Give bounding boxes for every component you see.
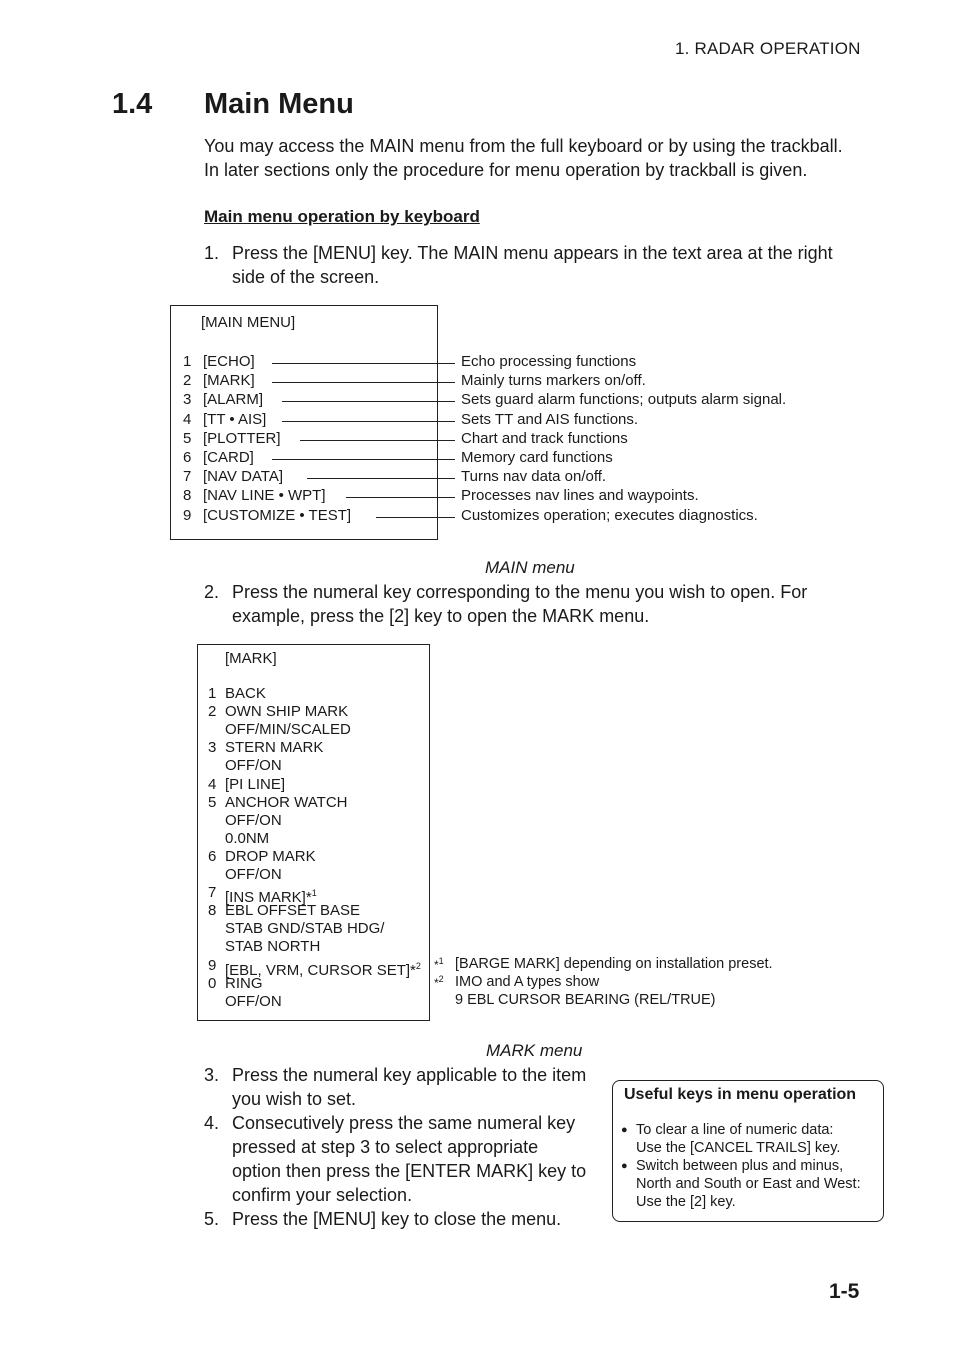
mark-menu-item-number: 7: [208, 884, 217, 902]
main-menu-item-description: Turns nav data on/off.: [461, 468, 607, 486]
mark-menu-item: [225, 902, 360, 920]
leader-line: [272, 459, 455, 460]
footnote-ref: 1: [311, 888, 317, 899]
mark-menu-item: [225, 830, 269, 848]
leader-line: [272, 382, 455, 383]
mark-menu-item-text: OFF/ON: [225, 811, 282, 829]
step-text: option then press the [ENTER MARK] key to: [232, 1161, 587, 1181]
useful-keys-text: North and South or East and West:: [636, 1176, 861, 1192]
mark-menu-item: [225, 812, 282, 830]
footnote-number: 1: [438, 956, 444, 966]
step-text: confirm your selection.: [232, 1185, 413, 1205]
leader-line: [376, 517, 455, 518]
mark-menu-item: [225, 975, 263, 993]
footnote-marker: [434, 956, 444, 972]
mark-menu-item-number: 2: [208, 703, 217, 721]
main-menu-item-label: [TT • AIS]: [203, 410, 267, 428]
mark-menu-item-number: 1: [208, 685, 217, 702]
subheading: Main menu operation by keyboard: [204, 207, 480, 226]
step-number: 5.: [204, 1209, 220, 1229]
mark-menu-item: [225, 703, 348, 721]
mark-menu-item-number: 4: [208, 775, 217, 793]
footnote-text: 9 EBL CURSOR BEARING (REL/TRUE): [455, 992, 716, 1009]
step-text: Press the numeral key corresponding to the menu you wish to open. For: [232, 582, 808, 602]
main-menu-item-description: Customizes operation; executes diagnostics.: [461, 506, 758, 524]
page-title: Main Menu: [204, 88, 354, 120]
mark-menu-item: [225, 721, 351, 739]
mark-menu-item-number: 6: [208, 847, 217, 865]
main-menu-item-label: [NAV DATA]: [203, 468, 284, 486]
mark-menu-item-text: [EBL, VRM, CURSOR SET]*: [225, 961, 416, 979]
step-text: Consecutively press the same numeral key: [232, 1113, 576, 1133]
step-text: Press the [MENU] key to close the menu.: [232, 1209, 562, 1229]
footnote-star: *: [434, 958, 439, 972]
mark-menu-item-text: ANCHOR WATCH: [225, 793, 348, 811]
mark-menu-item-text: OFF/ON: [225, 757, 282, 775]
mark-menu-item-number: 9: [208, 956, 217, 974]
main-menu-item-description: Chart and track functions: [461, 429, 628, 447]
main-menu-item-description: Mainly turns markers on/off.: [461, 372, 646, 390]
main-menu-item-number: 8: [183, 487, 192, 505]
main-menu-item-number: 4: [183, 410, 192, 428]
main-menu-item-description: Echo processing functions: [461, 353, 637, 370]
step-text: Press the [MENU] key. The MAIN menu appears in the text area at the right: [232, 243, 833, 263]
useful-keys-title: Useful keys in menu operation: [624, 1086, 857, 1103]
step-text: side of the screen.: [232, 267, 380, 287]
mark-menu-item-text: [PI LINE]: [225, 775, 286, 793]
main-menu-item-description: Memory card functions: [461, 449, 613, 466]
mark-menu-item-text: EBL OFFSET BASE: [225, 902, 361, 920]
main-menu-item-number: 1: [183, 353, 192, 370]
useful-keys-text: To clear a line of numeric data:: [636, 1122, 834, 1138]
bullet-icon: ●: [621, 1160, 628, 1172]
main-menu-item-label: [PLOTTER]: [203, 429, 281, 447]
mark-menu-item-number: 5: [208, 793, 217, 811]
leader-line: [272, 363, 455, 364]
step-text: Press the numeral key applicable to the item: [232, 1065, 587, 1085]
step-text: pressed at step 3 to select appropriate: [232, 1137, 539, 1157]
chapter-header: 1. RADAR OPERATION: [675, 39, 861, 58]
leader-line: [282, 421, 455, 422]
main-menu-caption: MAIN menu: [485, 558, 575, 577]
mark-menu-item: [225, 794, 348, 812]
main-menu-item-number: 7: [183, 468, 192, 486]
mark-menu-item-text: OFF/ON: [225, 992, 282, 1010]
mark-menu-item: [225, 866, 282, 884]
main-menu-item-label: [CUSTOMIZE • TEST]: [203, 506, 352, 524]
mark-menu-item: [225, 848, 316, 866]
step-number: 2.: [204, 582, 220, 602]
main-menu-item-number: 3: [183, 391, 192, 409]
main-menu-item-number: 5: [183, 429, 192, 447]
mark-menu-item: [225, 776, 285, 794]
mark-menu-item-text: BACK: [225, 685, 266, 702]
mark-menu-item: [225, 938, 320, 956]
mark-menu-item: [225, 920, 384, 938]
footnote-number: 2: [438, 974, 444, 985]
mark-menu-item: [225, 685, 266, 703]
section-number: 1.4: [112, 88, 153, 120]
main-menu-item-label: [ALARM]: [203, 391, 264, 409]
mark-menu-item-text: DROP MARK: [225, 847, 316, 865]
leader-line: [282, 401, 455, 402]
step-number: 4.: [204, 1113, 220, 1133]
step-text: example, press the [2] key to open the MARK menu.: [232, 606, 650, 626]
mark-menu-item-text: STERN MARK: [225, 739, 324, 757]
main-menu-item-number: 6: [183, 449, 192, 466]
leader-line: [346, 497, 455, 498]
main-menu-item-label: [NAV LINE • WPT]: [203, 487, 326, 505]
mark-menu-item: [225, 739, 323, 757]
main-menu-title: [MAIN MENU]: [201, 314, 296, 331]
mark-menu-item-text: STAB GND/STAB HDG/: [225, 920, 385, 938]
mark-menu-item-number: 3: [208, 739, 217, 757]
mark-menu-item-text: [INS MARK]*: [225, 889, 312, 907]
footnote-star: *: [434, 976, 439, 991]
footnote-text: [BARGE MARK] depending on installation preset.: [455, 956, 773, 972]
page-number: 1-5: [829, 1280, 860, 1303]
main-menu-item-number: 2: [183, 372, 192, 390]
useful-keys-text: Use the [CANCEL TRAILS] key.: [636, 1140, 841, 1156]
mark-menu-item-text: STAB NORTH: [225, 938, 321, 956]
main-menu-item-description: Processes nav lines and waypoints.: [461, 487, 699, 505]
step-number: 3.: [204, 1065, 220, 1085]
useful-keys-text: Switch between plus and minus,: [636, 1158, 844, 1174]
mark-menu-item-text: OWN SHIP MARK: [225, 703, 349, 721]
mark-menu-item-number: 8: [208, 902, 217, 920]
bullet-icon: ●: [621, 1124, 628, 1136]
footnote-text: IMO and A types show: [455, 974, 600, 991]
mark-menu-item-text: OFF/ON: [225, 866, 282, 883]
mark-menu-item-number: 0: [208, 974, 217, 992]
step-number: 1.: [204, 243, 220, 263]
leader-line: [300, 440, 455, 441]
main-menu-item-label: [MARK]: [203, 372, 255, 390]
step-text: you wish to set.: [232, 1089, 357, 1109]
mark-menu-item: [225, 757, 282, 775]
main-menu-item-description: Sets TT and AIS functions.: [461, 410, 639, 428]
useful-keys-text: Use the [2] key.: [636, 1194, 736, 1210]
main-menu-item-number: 9: [183, 506, 192, 524]
intro-line: In later sections only the procedure for menu operation by trackball is given.: [204, 160, 808, 180]
main-menu-item-label: [ECHO]: [203, 353, 255, 370]
mark-menu-item: [225, 993, 282, 1011]
mark-menu-title: [MARK]: [225, 650, 277, 667]
main-menu-item-description: Sets guard alarm functions; outputs alarm signal.: [461, 391, 787, 409]
mark-menu-item-text: OFF/MIN/SCALED: [225, 721, 351, 739]
footnote-ref: 2: [415, 960, 421, 971]
mark-menu-item-text: 0.0NM: [225, 829, 270, 847]
mark-menu-item-text: RING: [225, 974, 263, 992]
intro-line: You may access the MAIN menu from the full keyboard or by using the trackball.: [204, 136, 843, 156]
mark-menu-caption: MARK menu: [486, 1041, 583, 1060]
footnote-marker: [434, 974, 444, 990]
leader-line: [307, 478, 455, 479]
main-menu-item-label: [CARD]: [203, 449, 254, 466]
